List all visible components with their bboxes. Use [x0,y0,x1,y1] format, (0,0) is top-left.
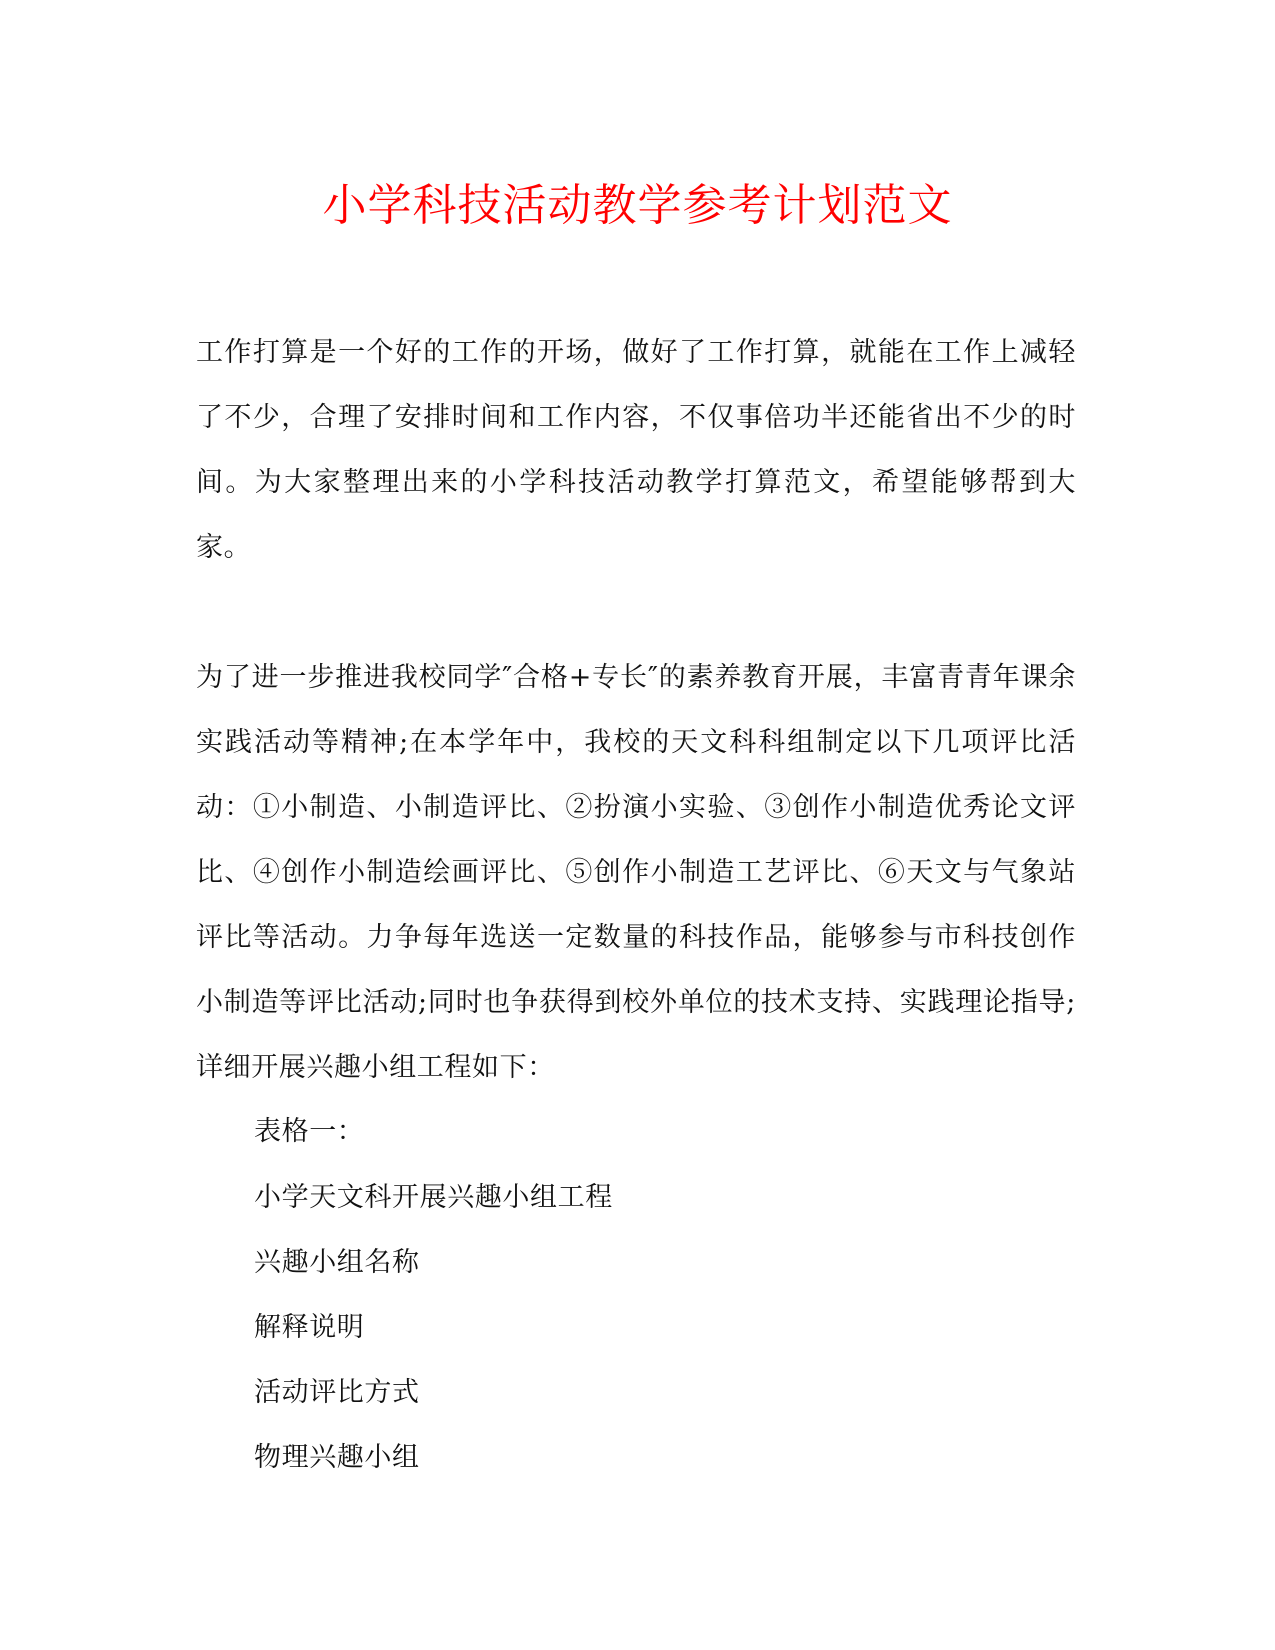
table-header-evaluation: 活动评比方式 [254,1377,420,1408]
intro-paragraph: 工作打算是一个好的工作的开场，做好了工作打算，就能在工作上减轻了不少，合理了安排时间和工作内容，不仅事倍功半还能省出不少的时间。为大家整理出来的小学科技活动教学打算范文，希望能够帮到大家。 [196,337,1076,563]
table-caption: 表格一： [254,1116,365,1147]
table-header-group-name: 兴趣小组名称 [254,1247,420,1278]
table-header-description: 解释说明 [254,1312,365,1343]
table-title: 小学天文科开展兴趣小组工程 [254,1182,613,1213]
document-title: 小学科技活动教学参考计划范文 [322,180,953,231]
activity-paragraph: 为了进一步推进我校同学″合格+专长″的素养教育开展，丰富青青年课余实践活动等精神;在本学年中，我校的天文科科组制定以下几项评比活动：①小制造、小制造评比、②扮演小实验、③创作小制造优秀论文评比、④创作小制造绘画评比、⑤创作小制造工艺评比、⑥天文与气象站评比等活动。力争每年选送一定数量的科技作品，能够参与市科技创作小制造等评比活动;同时也争获得到校外单位的技术支持、实践理论指导;详细开展兴趣小组工程如下： [196,662,1076,1083]
table-cell-physics-group: 物理兴趣小组 [254,1442,420,1473]
